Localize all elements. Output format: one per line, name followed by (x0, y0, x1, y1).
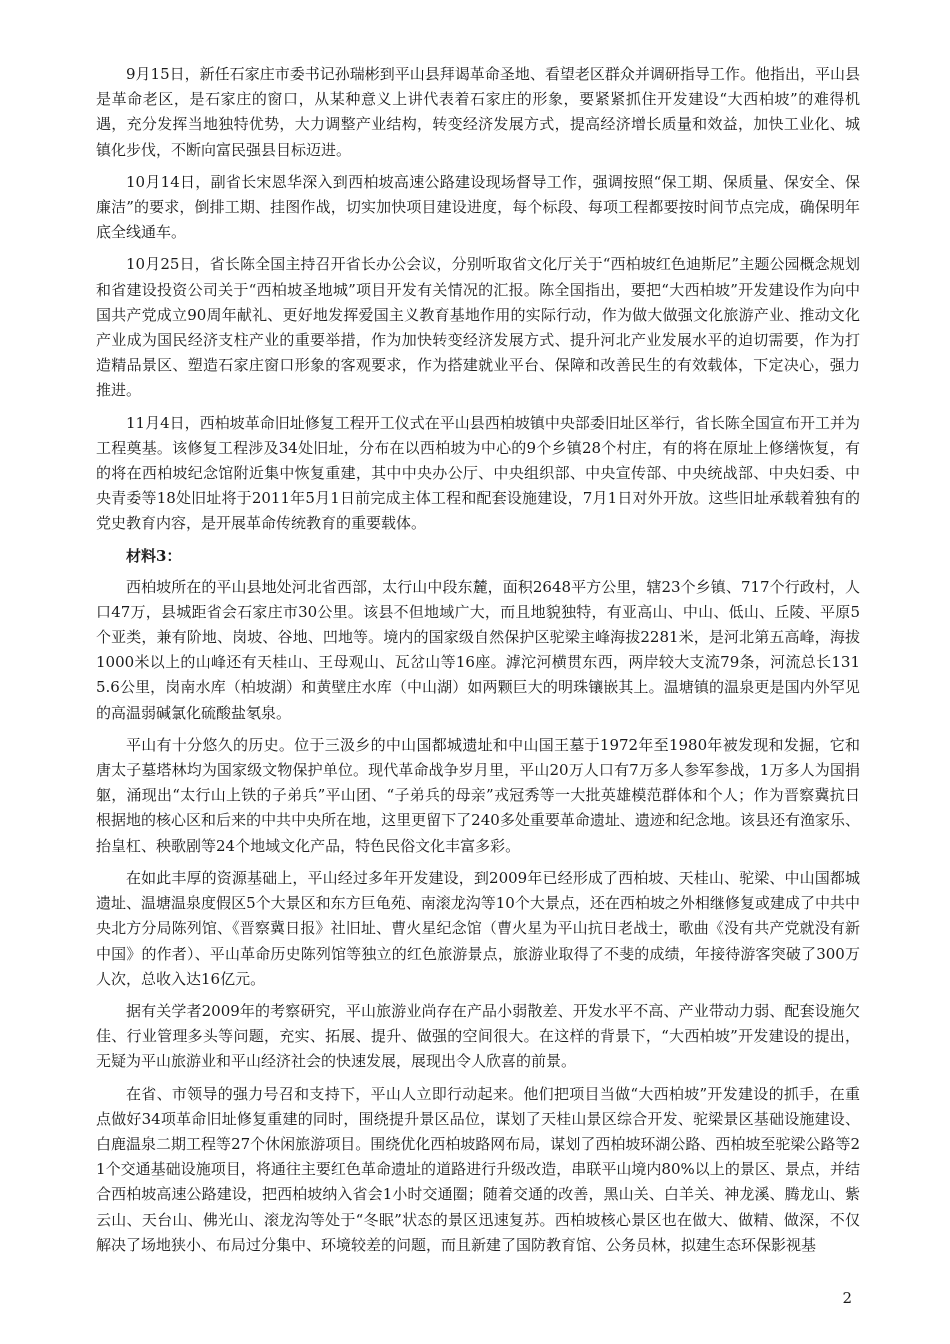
paragraph-oct-14: 10月14日，副省长宋恩华深入到西柏坡高速公路建设现场督导工作，强调按照“保工期、保质量、保安全、保廉洁”的要求，倒排工期、挂图作战，切实加快项目建设进度，每个标段、每项工程都要按时间节点完成，确保明年底全线通车。 (96, 172, 860, 242)
document-page (96, 62, 860, 1265)
paragraph-tourism-problems: 据有关学者2009年的考察研究，平山旅游业尚存在产品小弱散差、开发水平不高、产业带动力弱、配套设施欠佳、行业管理多头等问题，充实、拓展、提升、做强的空间很大。在这样的背景下，“大西柏坡”开发建设的提出，无疑为平山旅游业和平山经济社会的快速发展，展现出令人欣喜的前景。 (96, 1001, 860, 1071)
paragraph-pingshan-history: 平山有十分悠久的历史。位于三汲乡的中山国都城遗址和中山国王墓于1972年至1980年被发现和发掘，它和唐太子墓塔林均为国家级文物保护单位。现代革命战争岁月里，平山20万人口有7万多人参军参战，1万多人为国捐躯，涌现出“太行山上铁的子弟兵”平山团、“子弟兵的母亲”戎冠秀等一大批英雄模范群体和个人；作为晋察冀抗日根据地的核心区和后来的中共中央所在地，这里更留下了240多处重要革命遗址、遗迹和纪念地。该县还有渔家乐、抬皇杠、秧歌剧等24个地域文化产品，特色民俗文化丰富多彩。 (96, 735, 860, 855)
section-heading-material-3: 材料3： (126, 546, 182, 565)
paragraph-tourism-development: 在如此丰厚的资源基础上，平山经过多年开发建设，到2009年已经形成了西柏坡、天桂山、驼梁、中山国都城遗址、温塘温泉度假区5个大景区和东方巨龟苑、南滚龙沟等10个大景点，还在西柏坡之外相继修复或建成了中共中央北方分局陈列馆、《晋察冀日报》社旧址、曹火星纪念馆（曹火星为平山抗日老战士，歌曲《没有共产党就没有新中国》的作者）、平山革命历史陈列馆等独立的红色旅游景点，旅游业取得了不斐的成绩，年接待游客突破了300万人次，总收入达16亿元。 (96, 868, 860, 988)
paragraph-oct-25: 10月25日，省长陈全国主持召开省长办公会议，分别听取省文化厅关于“西柏坡红色迪斯尼”主题公园概念规划和省建设投资公司关于“西柏坡圣地城”项目开发有关情况的汇报。陈全国指出，要把“大西柏坡”开发建设作为向中国共产党成立90周年献礼、更好地发挥爱国主义教育基地作用的实际行动，作为做大做强文化旅游产业、推动文化产业成为国民经济支柱产业的重要举措，作为加快转变经济发展方式、提升河北产业发展水平的迫切需要，作为打造精品景区、塑造石家庄窗口形象的客观要求，作为搭建就业平台、保障和改善民生的有效载体，下定决心，强力推进。 (96, 255, 860, 400)
paragraph-pingshan-geography: 西柏坡所在的平山县地处河北省西部，太行山中段东麓，面积2648平方公里，辖23个乡镇、717个行政村，人口47万，县城距省会石家庄市30公里。该县不但地域广大，而且地貌独特，有亚高山、中山、低山、丘陵、平原5个亚类，兼有阶地、岗坡、谷地、凹地等。境内的国家级自然保护区驼梁主峰海拔2281米，是河北第五高峰，海拔1000米以上的山峰还有天桂山、王母观山、瓦岔山等16座。滹沱河横贯东西，两岸较大支流79条，河流总长1315.6公里，岗南水库（柏坡湖）和黄壁庄水库（中山湖）如两颗巨大的明珠镶嵌其上。温塘镇的温泉更是国内外罕见的高温弱碱氯化硫酸盐氡泉。 (96, 577, 860, 722)
paragraph-nov-4: 11月4日，西柏坡革命旧址修复工程开工仪式在平山县西柏坡镇中央部委旧址区举行，省长陈全国宣布开工并为工程奠基。该修复工程涉及34处旧址，分布在以西柏坡为中心的9个乡镇28个村庄，有的将在原址上修缮恢复，有的将在西柏坡纪念馆附近集中恢复重建，其中中央办公厅、中央组织部、中央宣传部、中央统战部、中央妇委、中央青委等18处旧址将于2011年5月1日前完成主体工程和配套设施建设，7月1日对外开放。这些旧址承载着独有的党史教育内容，是开展革命传统教育的重要载体。 (96, 413, 860, 533)
page-number: 2 (842, 1289, 852, 1307)
paragraph-project-actions: 在省、市领导的强力号召和支持下，平山人立即行动起来。他们把项目当做“大西柏坡”开发建设的抓手，在重点做好34项革命旧址修复重建的同时，围绕提升景区品位，谋划了天桂山景区综合开发、驼梁景区基础设施建设、白鹿温泉二期工程等27个休闲旅游项目。围绕优化西柏坡路网布局，谋划了西柏坡环湖公路、西柏坡至驼梁公路等21个交通基础设施项目，将通往主要红色革命遗址的道路进行升级改造，串联平山境内80%以上的景区、景点，并结合西柏坡高速公路建设，把西柏坡纳入省会1小时交通圈；随着交通的改善，黑山关、白羊关、神龙溪、腾龙山、紫云山、天台山、佛光山、滚龙沟等处于“冬眠”状态的景区迅速复苏。西柏坡核心景区也在做大、做精、做深，不仅解决了场地狭小、布局过分集中、环境较差的问题，而且新建了国防教育馆、公务员林，拟建生态环保影视基 (96, 1084, 860, 1254)
paragraph-sep-15: 9月15日，新任石家庄市委书记孙瑞彬到平山县拜谒革命圣地、看望老区群众并调研指导工作。他指出，平山县是革命老区，是石家庄的窗口，从某种意义上讲代表着石家庄的形象，要紧紧抓住开发建设“大西柏坡”的难得机遇，充分发挥当地独特优势，大力调整产业结构，转变经济发展方式，提高经济增长质量和效益，加快工业化、城镇化步伐，不断向富民强县目标迈进。 (96, 65, 860, 159)
